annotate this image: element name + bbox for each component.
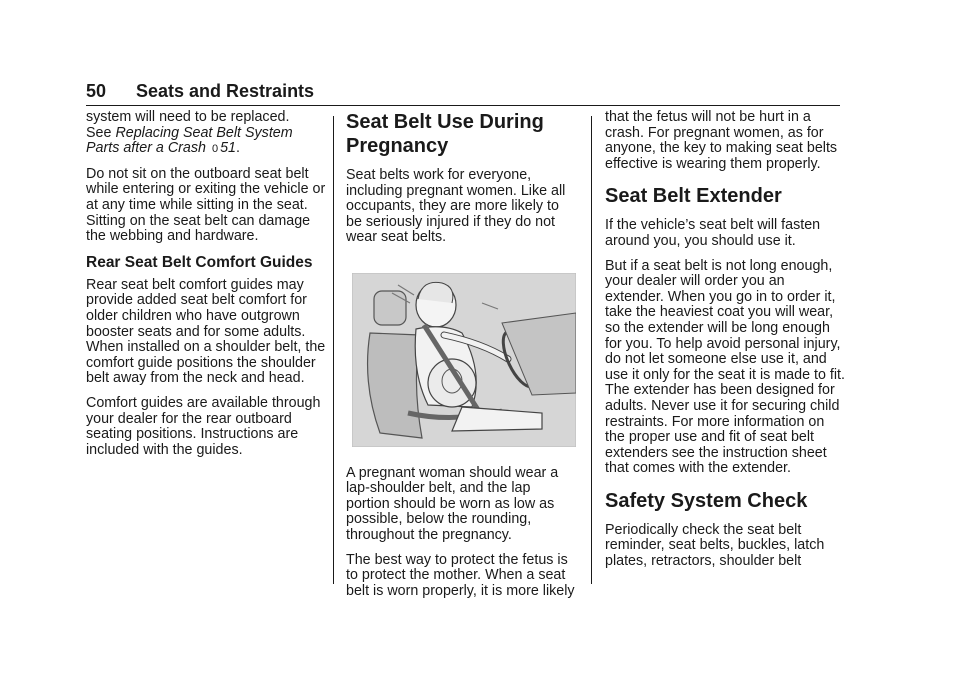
paragraph: Seat belts work for everyone, including pregnant women. Like all occupants, they are more likely to be seriously injured if they do not wear seat belts. <box>346 167 566 246</box>
paragraph: The best way to protect the fetus is to protect the mother. When a seat belt is worn properly, it is more likely <box>346 551 575 599</box>
column-divider <box>333 116 334 584</box>
section-title: Seats and Restraints <box>136 81 315 101</box>
pregnant-woman-seatbelt-illustration <box>352 273 576 447</box>
paragraph: Rear seat belt comfort guides may provide added seat belt comfort for older children who have outgrown booster seats and for some adults. When installed on a shoulder belt, the comfort guide positions the shoulder belt away from the neck and head. <box>86 276 326 387</box>
text: See <box>86 124 112 141</box>
column-3 <box>605 110 845 579</box>
page-arrow-icon: 0 <box>211 143 219 156</box>
paragraph: Comfort guides are available through your dealer for the rear outboard seating positions. Instructions are included with the guides. <box>86 394 321 458</box>
paragraph: Periodically check the seat belt reminder, seat belts, buckles, latch plates, retractors, shoulder belt <box>605 521 825 570</box>
column-divider <box>591 116 592 584</box>
paragraph: that the fetus will not be hurt in a crash. For pregnant women, as for anyone, the key to making seat belts effective is wearing them properly. <box>605 109 838 172</box>
cross-reference-link[interactable]: Replacing Seat Belt System Parts after a Crash <box>86 124 293 157</box>
column-2 <box>346 110 578 608</box>
paragraph: If the vehicle’s seat belt will fasten around you, you should use it. <box>605 217 821 249</box>
cross-reference-page[interactable]: 51 <box>220 140 236 157</box>
paragraph: A pregnant woman should wear a lap-shoulder belt, and the lap portion should be worn as low as possible, below the rounding, throughout the pregnancy. <box>346 464 559 543</box>
page-number: 50 <box>86 81 107 101</box>
paragraph: Do not sit on the outboard seat belt while entering or exiting the vehicle or at any time while sitting in the seat. Sitting on the seat belt can damage the webbing and hardware. <box>86 165 326 245</box>
text: . <box>236 140 240 157</box>
text: system will need to be replaced. <box>86 109 290 125</box>
page-header <box>86 81 840 106</box>
heading-safety-system-check: Safety System Check <box>605 489 808 512</box>
heading-pregnancy: Seat Belt Use During Pregnancy <box>346 111 544 157</box>
paragraph <box>86 110 326 158</box>
paragraph: But if a seat belt is not long enough, your dealer will order you an extender. When you go in to order it, take the heaviest coat you will wear, so the extender will be long enough for you. To help avoid personal injury, do not let someone else use it, and use it only for the seat it is made to fit. The extender has been designed for adults. Never use it for securing child restraints. For more information on the proper use and fit of seat belt extenders see the instruction sheet that comes with the extender. <box>605 257 845 477</box>
column-1 <box>86 110 326 467</box>
heading-seat-belt-extender: Seat Belt Extender <box>605 185 782 208</box>
heading-comfort-guides: Rear Seat Belt Comfort Guides <box>86 253 313 271</box>
